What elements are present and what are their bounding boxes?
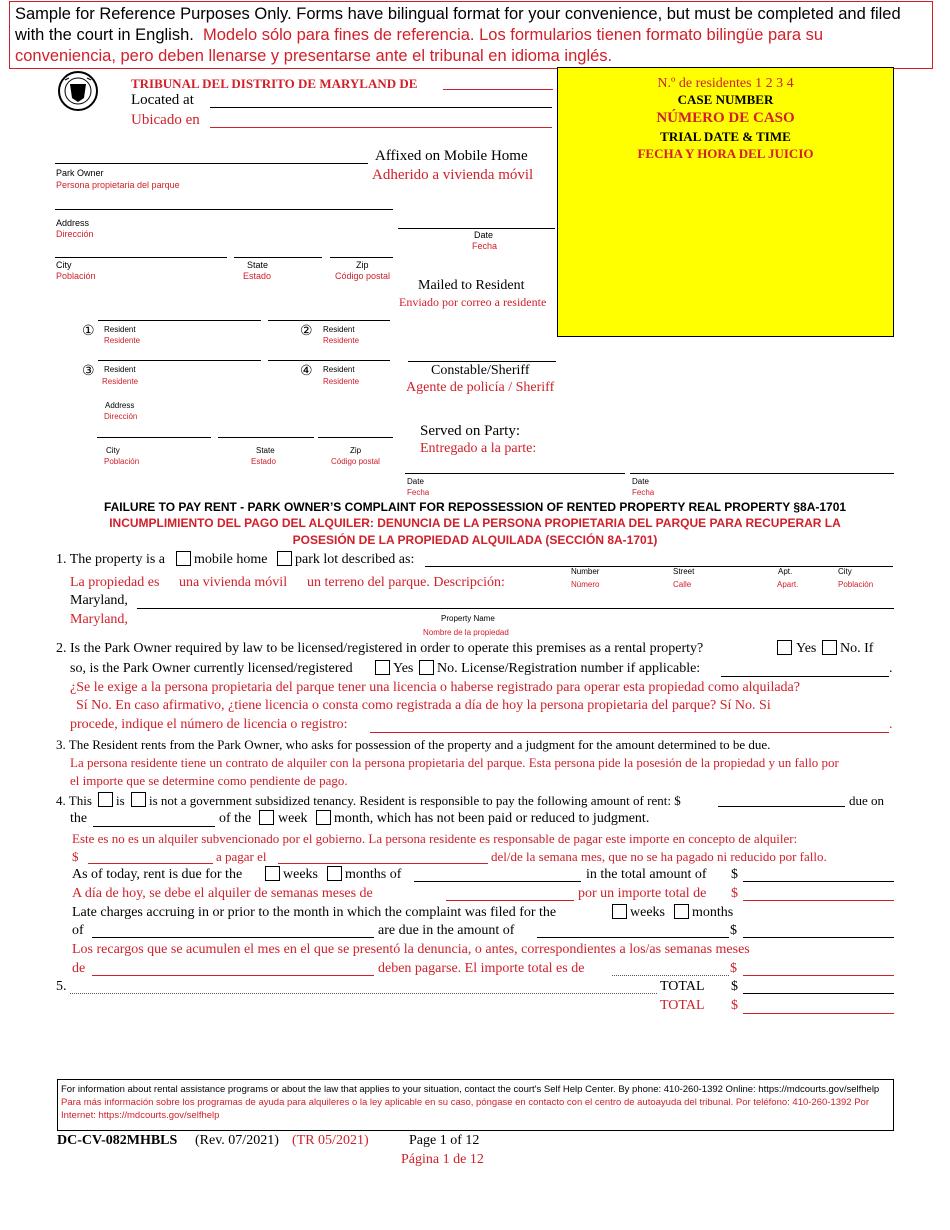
item4-es-pagar: a pagar el	[216, 849, 267, 864]
park-lot-label: park lot described as:	[295, 552, 415, 567]
late-amount-dollar-es: $	[730, 961, 737, 976]
city-label: City	[56, 260, 72, 270]
subsidized-is-checkbox[interactable]	[98, 792, 113, 807]
served-date-1-field[interactable]	[405, 473, 625, 474]
due-period-line-es	[446, 900, 574, 901]
item2-question: 2. Is the Park Owner required by law to be licensed/registered in order to operate this premises as a rental property?	[56, 641, 704, 656]
late-deben-label-es: deben pagarse. El importe total es de	[378, 961, 585, 976]
license-period-es: .	[889, 717, 893, 732]
reference-banner	[9, 1, 933, 69]
rent-amount-field[interactable]	[718, 806, 845, 807]
item2-yesno-es: Sí No. En caso afirmativo, ¿tiene licencia o consta como registrada a día de hoy la persona propietaria del parque? Sí No. Si	[76, 698, 771, 713]
property-name-label-es: Nombre de la propiedad	[423, 628, 509, 637]
resident-4-label-es: Residente	[323, 377, 360, 386]
zip-label-es: Código postal	[335, 271, 391, 281]
served-date-2-field[interactable]	[630, 473, 894, 474]
item2-question-es: ¿Se le exige a la persona propietaria del parque tener una licencia o haberse registrado para operar esta propiedad como alquilada?	[70, 680, 800, 695]
case-info-box	[557, 67, 894, 337]
resident-1-label: Resident	[104, 325, 136, 334]
late-weeks-label: weeks	[630, 905, 665, 920]
due-on-label: due on	[849, 793, 885, 808]
affixed-label: Affixed on Mobile Home	[375, 148, 528, 164]
resident-4-label: Resident	[323, 365, 355, 374]
resident-3-label: Resident	[104, 365, 136, 374]
months-due-checkbox[interactable]	[327, 866, 342, 881]
mailed-label-es: Enviado por correo a residente	[399, 295, 547, 309]
week-checkbox[interactable]	[259, 810, 274, 825]
item5-dotted-field[interactable]	[70, 993, 657, 994]
subsidized-is-not-checkbox[interactable]	[131, 792, 146, 807]
resident-4-field[interactable]	[268, 360, 390, 361]
address-label: Address	[56, 218, 90, 228]
apt-label-es: Apart.	[777, 580, 799, 589]
total-amount-label-es: por un importe total de	[578, 886, 707, 901]
total-amount-dollar: $	[731, 867, 738, 882]
page-number: Page 1 of 12	[409, 1133, 480, 1148]
resident-city-label-es: Población	[104, 457, 140, 466]
number-label: Number	[571, 567, 600, 576]
resident-state-field[interactable]	[218, 437, 314, 438]
as-of-today-label-es: A día de hoy, se debe el alquiler de semanas meses de	[72, 886, 373, 901]
item4-es-dollar: $	[72, 849, 79, 864]
licensed-required-yes-checkbox[interactable]	[777, 640, 792, 655]
item4-es-semana: del/de la semana mes, que no se ha pagado ni reducido por fallo.	[491, 849, 827, 864]
late-charges-label: Late charges accruing in or prior to the month in which the complaint was filed for the	[72, 905, 557, 920]
ubicado-en-line	[210, 127, 552, 128]
mailed-label: Mailed to Resident	[418, 278, 525, 293]
affixed-date-field[interactable]	[398, 228, 555, 229]
as-of-today-label: As of today, rent is due for the	[72, 867, 243, 882]
item2-currently-licensed: so, is the Park Owner currently licensed/registered	[70, 661, 353, 676]
affixed-date-label-es: Fecha	[472, 241, 498, 251]
form-number: DC-CV-082MHBLS	[57, 1133, 178, 1148]
property-city-label: City	[838, 567, 852, 576]
city-label-es: Población	[56, 271, 96, 281]
due-period-field[interactable]	[414, 881, 581, 882]
resident-4-number: ④	[300, 364, 313, 379]
item1-label-es: La propiedad es	[70, 575, 160, 590]
form-title-es-2: POSESIÓN DE LA PROPIEDAD ALQUILADA (SECCIÓN 8A-1701)	[292, 533, 658, 547]
rent-amount-line-es	[88, 863, 213, 864]
licensed-required-no-checkbox[interactable]	[822, 640, 837, 655]
total-label: TOTAL	[660, 979, 705, 994]
resident-2-number: ②	[300, 324, 313, 339]
zip-label: Zip	[356, 260, 369, 270]
park-lot-checkbox[interactable]	[277, 551, 292, 566]
weeks-due-label: weeks	[283, 867, 318, 882]
fecha-juicio-label: FECHA Y HORA DEL JUICIO	[637, 146, 814, 161]
resident-3-field[interactable]	[98, 360, 261, 361]
self-help-info-en: For information about rental assistance programs or about the law that applies to your situation, contact the court's Self Help Center. By phone: 410-260-1392 Online: https://mdcourts.gov/selfhelp	[61, 1084, 880, 1095]
resident-3-number: ③	[82, 364, 95, 379]
court-seal-icon	[57, 70, 99, 115]
license-number-field[interactable]	[721, 676, 889, 677]
item4-es-1: Este es no es un alquiler subvencionado por el gobierno. La persona residente es responsable de pagar este importe en concepto de alquiler:	[72, 831, 798, 846]
total-dollar-es: $	[731, 998, 738, 1013]
month-checkbox[interactable]	[316, 810, 331, 825]
late-period-line-es	[92, 975, 374, 976]
page-number-es: Página 1 de 12	[401, 1152, 484, 1167]
item1-label: 1. The property is a	[56, 552, 165, 567]
apt-label: Apt.	[778, 567, 793, 576]
mobile-home-label: mobile home	[194, 552, 268, 567]
late-months-label: months	[692, 905, 734, 920]
late-of-label: of	[72, 923, 84, 938]
park-owner-field[interactable]	[55, 163, 368, 164]
late-amount-dots-es	[612, 975, 729, 976]
address-label-es: Dirección	[56, 229, 94, 239]
numero-caso-label: NÚMERO DE CASO	[656, 110, 795, 126]
licensed-current-no-checkbox[interactable]	[419, 660, 434, 675]
resident-3-label-es: Residente	[102, 377, 139, 386]
due-day-line-es	[278, 863, 488, 864]
late-de-label-es: de	[72, 961, 86, 976]
resident-state-label-es: Estado	[251, 457, 276, 466]
license-number-label: No. License/Registration number if applicable:	[437, 661, 701, 676]
total-dollar: $	[731, 979, 738, 994]
park-owner-label: Park Owner	[56, 168, 104, 178]
license-period: .	[889, 661, 893, 676]
served-label-es: Entregado a la parte:	[420, 441, 537, 456]
mobile-home-label-es: una vivienda móvil	[179, 575, 288, 590]
form-revision: (Rev. 07/2021)	[195, 1133, 279, 1148]
late-due-label: are due in the amount of	[378, 923, 515, 938]
park-owner-city-field[interactable]	[55, 257, 227, 258]
served-date-1-label-es: Fecha	[407, 488, 430, 497]
court-name-es: TRIBUNAL DEL DISTRITO DE MARYLAND DE	[131, 76, 418, 91]
item2-license-es: procede, indique el número de licencia o registro:	[70, 717, 348, 732]
the-label: the	[70, 811, 88, 826]
served-label: Served on Party:	[420, 423, 520, 439]
property-name-label: Property Name	[441, 614, 495, 623]
form-title: FAILURE TO PAY RENT - PARK OWNER’S COMPLAINT FOR REPOSSESSION OF RENTED PROPERTY REAL PROPERTY §8A-1701	[103, 500, 847, 514]
case-number-label: CASE NUMBER	[677, 92, 774, 107]
resident-city-field[interactable]	[97, 437, 211, 438]
late-period-field[interactable]	[92, 937, 374, 938]
late-amount-field[interactable]	[537, 937, 729, 938]
maryland-label-es: Maryland,	[70, 612, 128, 627]
resident-2-label-es: Residente	[323, 336, 360, 345]
late-amount-line-es	[743, 975, 894, 976]
due-day-field[interactable]	[93, 826, 215, 827]
resident-address-label-es: Dirección	[104, 412, 138, 421]
month-label: month, which has not been paid or reduced to judgment.	[334, 811, 650, 826]
item5-number: 5.	[56, 979, 67, 994]
total-due-line-es	[743, 900, 894, 901]
grand-total-field[interactable]	[743, 993, 894, 994]
constable-label-es: Agente de policía / Sheriff	[406, 380, 555, 395]
banner-en: Sample for Reference Purposes Only. Forms have bilingual format for your convenience, but must be completed and filed with the court in English.	[15, 5, 901, 44]
licensed-current-yes-label: Yes	[393, 661, 414, 676]
property-name-field[interactable]	[137, 608, 894, 609]
late-amount-field-2[interactable]	[743, 937, 894, 938]
banner-es: Modelo sólo para fines de referencia. Los formularios tienen formato bilingüe para su conveniencia, pero deben llenarse y presentarse ante el tribunal en idioma inglés.	[15, 26, 824, 65]
form-tr-revision: (TR 05/2021)	[292, 1133, 369, 1148]
resident-zip-label-es: Código postal	[331, 457, 380, 466]
weeks-due-checkbox[interactable]	[265, 866, 280, 881]
court-county-field[interactable]	[443, 89, 553, 90]
months-of-label: months of	[345, 867, 402, 882]
self-help-info-es: Para más información sobre los programas de ayuda para alquileres o la ley aplicable en su caso, póngase en contacto con el centro de autoayuda del tribunal. Por teléfono: 410-260-1392 Por Internet: https://mdcourts.gov/selfhelp	[61, 1097, 870, 1121]
resident-1-field[interactable]	[98, 320, 261, 321]
subsidized-is-label: is	[116, 793, 125, 808]
of-the-label: of the	[219, 811, 252, 826]
late-months-checkbox[interactable]	[674, 904, 689, 919]
item3-text: 3. The Resident rents from the Park Owner, who asks for possession of the property and a judgment for the amount determined to be due.	[56, 737, 771, 752]
resident-city-label: City	[106, 446, 120, 455]
ubicado-en-label: Ubicado en	[131, 112, 200, 128]
park-owner-zip-field[interactable]	[330, 257, 393, 258]
constable-field[interactable]	[408, 361, 556, 362]
resident-address-label: Address	[105, 401, 135, 410]
total-due-field[interactable]	[743, 881, 894, 882]
total-label-es: TOTAL	[660, 998, 705, 1013]
affixed-date-label: Date	[474, 230, 494, 240]
item3-text-es-1: La persona residente tiene un contrato de alquiler con la persona propietaria del parque. Esta persona pide la posesión de la propiedad y un fallo por	[70, 755, 839, 770]
week-label: week	[278, 811, 308, 826]
property-city-label-es: Población	[838, 580, 874, 589]
park-owner-label-es: Persona propietaria del parque	[56, 180, 180, 190]
self-help-info-box	[57, 1079, 894, 1131]
park-lot-label-es: un terreno del parque. Descripción:	[307, 575, 505, 590]
constable-label: Constable/Sheriff	[431, 363, 530, 378]
served-date-2-label-es: Fecha	[632, 488, 655, 497]
licensed-current-yes-checkbox[interactable]	[375, 660, 390, 675]
resident-state-label: State	[256, 446, 275, 455]
resident-zip-label: Zip	[350, 446, 362, 455]
resident-zip-field[interactable]	[318, 437, 393, 438]
maryland-label: Maryland,	[70, 593, 128, 608]
state-label-es: Estado	[243, 271, 272, 281]
item4-this: 4. This	[56, 793, 92, 808]
street-label: Street	[673, 567, 695, 576]
license-number-line-es	[370, 732, 889, 733]
total-amount-dollar-es: $	[731, 886, 738, 901]
affixed-label-es: Adherido a vivienda móvil	[372, 167, 534, 183]
state-label: State	[247, 260, 269, 270]
licensed-required-yes-label: Yes	[796, 641, 817, 656]
resident-2-label: Resident	[323, 325, 355, 334]
late-weeks-checkbox[interactable]	[612, 904, 627, 919]
form-title-es-1: INCUMPLIMIENTO DEL PAGO DEL ALQUILER: DENUNCIA DE LA PERSONA PROPIETARIA DEL PARQUE PARA RECUPERAR LA	[109, 516, 841, 530]
street-label-es: Calle	[673, 580, 692, 589]
served-date-2-label: Date	[632, 477, 649, 486]
total-amount-label: in the total amount of	[586, 867, 707, 882]
trial-date-label: TRIAL DATE & TIME	[660, 129, 791, 144]
resident-1-number: ①	[82, 324, 95, 339]
item4-rent-text: is not a government subsidized tenancy. Resident is responsible to pay the following amount of rent: $	[149, 793, 681, 808]
grand-total-line-es	[743, 1013, 894, 1014]
resident-1-label-es: Residente	[104, 336, 141, 345]
property-description-field[interactable]	[425, 566, 893, 567]
number-label-es: Número	[571, 580, 600, 589]
mobile-home-checkbox[interactable]	[176, 551, 191, 566]
located-at-label: Located at	[131, 92, 194, 108]
late-amount-dollar: $	[730, 923, 737, 938]
served-date-1-label: Date	[407, 477, 424, 486]
late-charges-label-es: Los recargos que se acumulen el mes en el que se presentó la denuncia, o antes, correspondientes a los/as semanas meses	[72, 942, 750, 957]
resident-count: N.º de residentes 1 2 3 4	[657, 76, 794, 91]
licensed-required-no-label: No. If	[840, 641, 874, 656]
located-at-field[interactable]	[210, 107, 552, 108]
item3-text-es-2: el importe que se determine como pendiente de pago.	[70, 773, 348, 788]
park-owner-state-field[interactable]	[234, 257, 322, 258]
park-owner-address-field[interactable]	[55, 209, 393, 210]
resident-1-extra[interactable]	[268, 320, 390, 321]
